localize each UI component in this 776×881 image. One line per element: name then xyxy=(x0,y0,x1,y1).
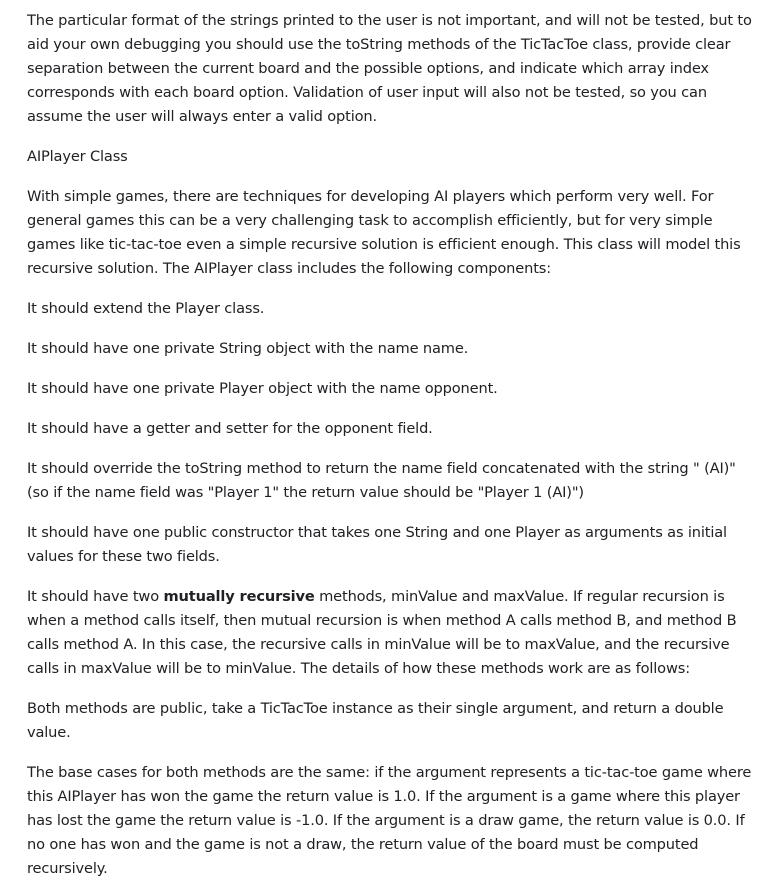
paragraph-format: The particular format of the strings printed to the user is not important, and will not be tested, but to aid your own debugging you should use the toString methods of the TicTacToe class, provide clear separation between the current board and the possible options, and indicate which array index corresponds with each board option. Validation of user input will also not be tested, so you can assume the user will always enter a valid option. xyxy=(27,12,752,125)
paragraph-base-cases: The base cases for both methods are the same: if the argument represents a tic-tac-toe game where this AIPlayer has won the game the return value is 1.0. If the argument is a game where this player has lost the game the return value is -1.0. If the argument is a draw game, the return value is 0.0. If no one has won and the game is not a draw, the return value of the board must be computed recursively. xyxy=(27,764,752,877)
section-heading-aiplayer: AIPlayer Class xyxy=(27,148,128,165)
mutual-bold-term: mutually recursive xyxy=(163,588,315,605)
requirement-extend: It should extend the Player class. xyxy=(27,300,265,317)
requirement-mutual-recursion xyxy=(27,585,758,681)
requirement-opponent-field: It should have one private Player object with the name opponent. xyxy=(27,380,498,397)
mutual-text-before: It should have two xyxy=(27,588,164,605)
requirement-name-field: It should have one private String object with the name name. xyxy=(27,340,469,357)
paragraph-both-methods: Both methods are public, take a TicTacToe instance as their single argument, and return a double value. xyxy=(27,700,724,741)
requirement-constructor: It should have one public constructor that takes one String and one Player as arguments as initial values for these two fields. xyxy=(27,524,727,565)
paragraph-intro: With simple games, there are techniques for developing AI players which perform very well. For general games this can be a very challenging task to accomplish efficiently, but for very simple games like tic-tac-toe even a simple recursive solution is efficient enough. This class will model this recursive solution. The AIPlayer class includes the following components: xyxy=(27,188,741,277)
requirement-tostring: It should override the toString method to return the name field concatenated with the string " (AI)" (so if the name field was "Player 1" the return value should be "Player 1 (AI)") xyxy=(27,460,736,501)
mutual-text-after: methods, minValue and maxValue. If regular recursion is when a method calls itself, then mutual recursion is when method A calls method B, and method B calls method A. In this case, the recursive calls in minValue will be to maxValue, and the recursive calls in maxValue will be to minValue. The details of how these methods work are as follows: xyxy=(27,588,737,677)
requirement-getter-setter: It should have a getter and setter for the opponent field. xyxy=(27,420,433,437)
